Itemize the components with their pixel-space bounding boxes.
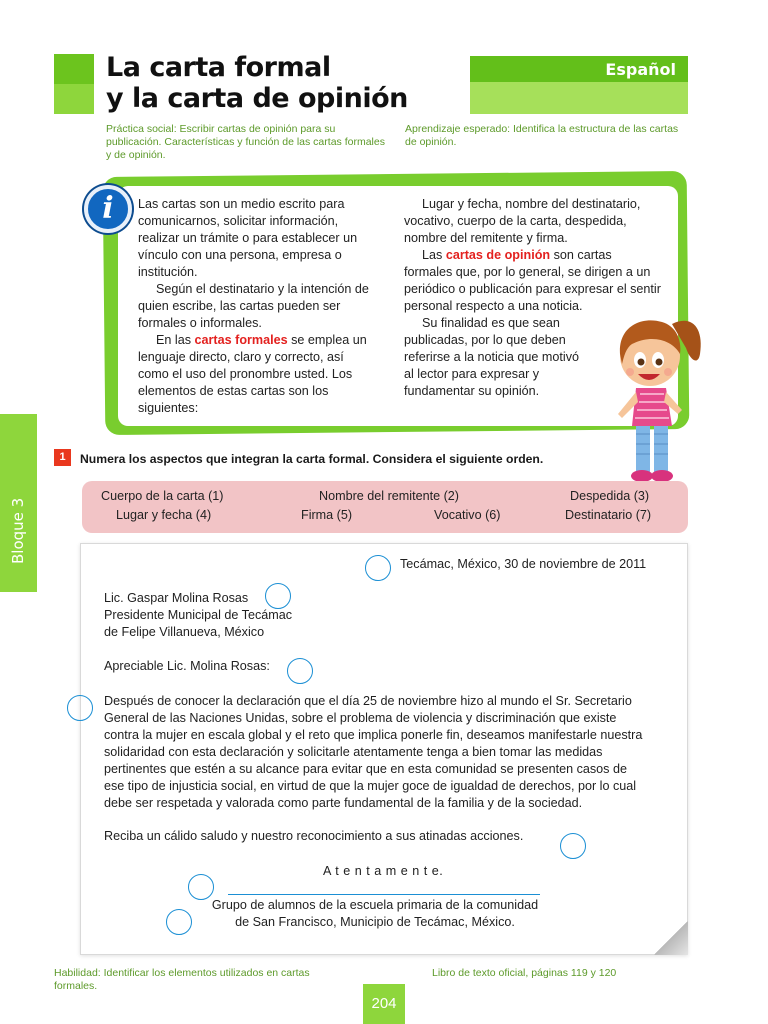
letter-place-date: Tecámac, México, 30 de noviembre de 2011 <box>400 557 647 571</box>
recipient-line: Lic. Gaspar Molina Rosas <box>104 591 249 605</box>
highlight-cartas-formales: cartas formales <box>194 333 288 347</box>
subject-label: Español <box>605 60 676 79</box>
order-item-vocativo: Vocativo (6) <box>434 508 501 522</box>
answer-circle-place-date[interactable] <box>365 555 391 581</box>
expected-learning-text: Aprendizaje esperado: Identifica la estructura de las cartas de opinión. <box>405 123 679 148</box>
info-paragraph: Lugar y fecha, nombre del destinatario, vocativo, cuerpo de la carta, despedida, nombre del remitente y firma. <box>404 197 641 245</box>
answer-circle-body[interactable] <box>67 695 93 721</box>
sender-line: de San Francisco, Municipio de Tecámac, México. <box>235 915 515 929</box>
answer-circle-recipient[interactable] <box>265 583 291 609</box>
letter-sender <box>210 897 540 931</box>
info-paragraph: Las cartas son un medio escrito para comunicarnos, solicitar información, realizar un trámite o para establecer un vínculo con una persona, empresa o institución. <box>138 197 358 279</box>
body-line: General de las Naciones Unidas, sobre el problema de violencia y discriminación que existe <box>104 711 617 725</box>
body-line: solidaridad con esta declaración y solicitarle atentamente tenga a bien tomar las medidas <box>104 745 603 759</box>
recipient-line: de Felipe Villanueva, México <box>104 625 265 639</box>
activity-instruction: Numera los aspectos que integran la carta formal. Considera el siguiente orden. <box>80 452 544 466</box>
page-number: 204 <box>363 984 405 1024</box>
page-title <box>106 52 408 114</box>
info-paragraph <box>138 332 378 417</box>
girl-illustration <box>612 314 710 486</box>
info-paragraph: Su finalidad es que sean publicadas, por lo que deben referirse a la noticia que motivó al lector para expresar y fundamentar su opinión. <box>404 316 579 398</box>
letter-recipient <box>104 590 292 641</box>
order-item-firma: Firma (5) <box>301 508 353 522</box>
order-item-despedida: Despedida (3) <box>570 489 650 503</box>
letter-salutation: Apreciable Lic. Molina Rosas: <box>104 659 270 673</box>
signature-line <box>228 894 540 895</box>
title-line-2: y la carta de opinión <box>106 83 408 114</box>
info-text: son cartas formales que, por lo general, se dirigen a un periódico o publicación para expresar el sentir personal respecto a una noticia. <box>404 248 661 313</box>
subject-band <box>470 56 688 114</box>
order-item-remitente: Nombre del remitente (2) <box>319 489 459 503</box>
info-text: En las <box>156 333 195 347</box>
letter-farewell: A t e n t a m e n t e. <box>323 864 444 878</box>
body-line: contra la mujer en escala global y el reto que implica ponerle fin, deseamos manifestarle nuestra <box>104 728 643 742</box>
info-column-1 <box>138 196 378 417</box>
title-line-1: La carta formal <box>106 52 331 83</box>
order-legend-box <box>82 481 688 533</box>
letter-closing-line: Reciba un cálido saludo y nuestro reconocimiento a sus atinadas acciones. <box>104 829 524 843</box>
recipient-line: Presidente Municipal de Tecámac <box>104 608 293 622</box>
info-paragraph: Según el destinatario y la intención de quien escribe, las cartas pueden ser formales o informales. <box>138 282 369 330</box>
sender-line: Grupo de alumnos de la escuela primaria de la comunidad <box>211 898 539 912</box>
answer-circle-sender[interactable] <box>166 909 192 935</box>
info-text: se emplea un lenguaje directo, claro y correcto, así como el uso del pronombre usted. Los elementos de estas cartas son los siguientes: <box>138 333 367 415</box>
block-label: Bloque 3 <box>9 497 27 564</box>
highlight-cartas-de-opinion: cartas de opinión <box>445 248 551 262</box>
header-green-square <box>54 54 94 114</box>
body-line: debe ser respetada y valorada como parte fundamental de la familia y de la sociedad. <box>104 796 583 810</box>
letter-body <box>104 693 674 812</box>
block-side-tab <box>0 414 37 592</box>
body-line: pertinentes que estén a su alcance para evitar que en esta comunidad se presenten casos de <box>104 762 627 776</box>
order-item-cuerpo: Cuerpo de la carta (1) <box>101 489 224 503</box>
activity-number-badge: 1 <box>54 449 71 466</box>
info-icon: i <box>84 185 132 233</box>
answer-circle-salutation[interactable] <box>287 658 313 684</box>
footer-reference: Libro de texto oficial, páginas 119 y 120 <box>432 967 617 979</box>
social-practice-text: Práctica social: Escribir cartas de opinión para su publicación. Características y función de las cartas formales y de opinión. <box>106 123 385 161</box>
order-item-destinatario: Destinatario (7) <box>565 508 652 522</box>
info-text: Las <box>422 248 446 262</box>
body-line: Después de conocer la declaración que el día 25 de noviembre hizo al mundo el Sr. Secretario <box>104 694 632 708</box>
info-paragraph <box>404 247 662 315</box>
body-line: ese tipo de injusticia social, en virtud de que la mujer goce de igualdad de derechos, por lo cual <box>104 779 637 793</box>
footer-skill: Habilidad: Identificar los elementos utilizados en cartas formales. <box>54 967 310 992</box>
page-curl <box>654 921 688 955</box>
order-item-lugar-fecha: Lugar y fecha (4) <box>116 508 212 522</box>
answer-circle-closing[interactable] <box>560 833 586 859</box>
